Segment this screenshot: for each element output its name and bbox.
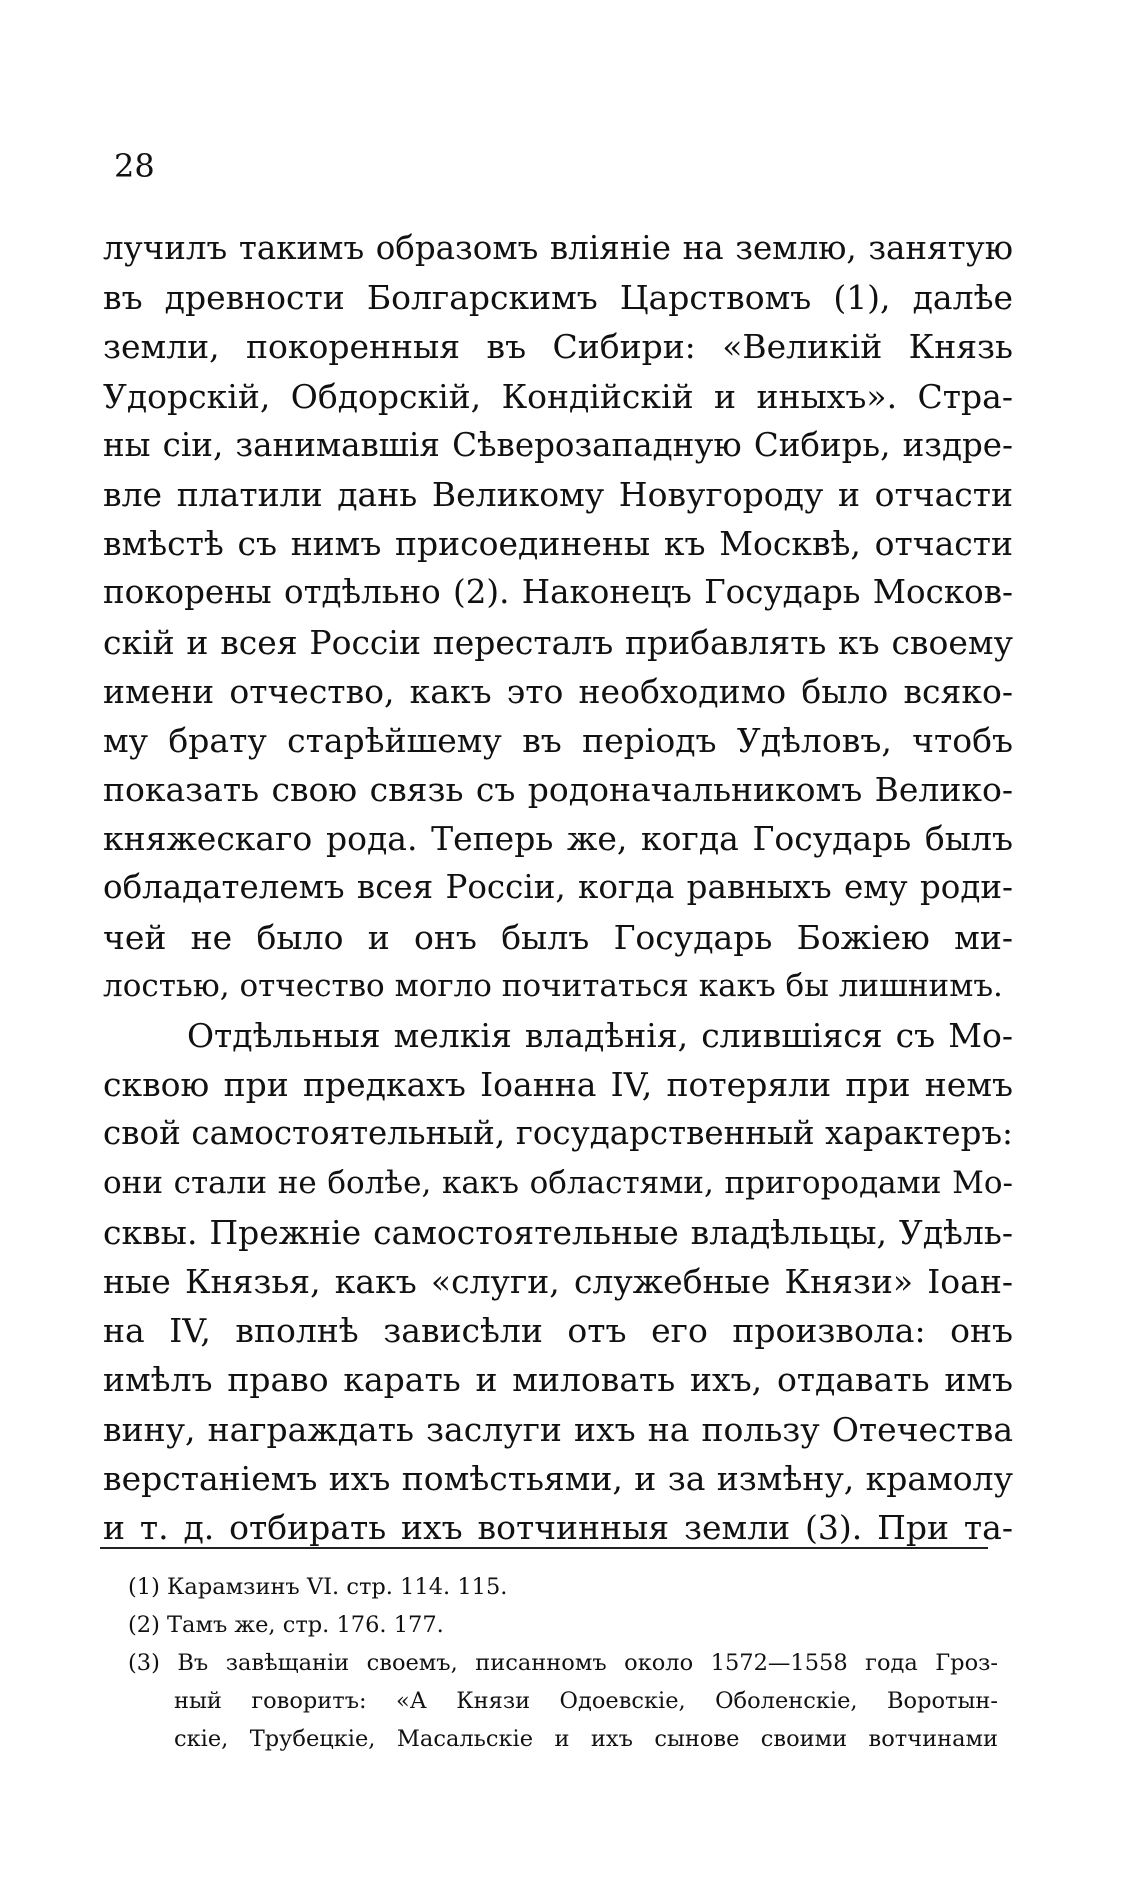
text-line: чей не было и онъ былъ Государь Божіею ми- bbox=[103, 917, 1013, 957]
text-line: имѣлъ право карать и миловать ихъ, отдавать имъ bbox=[103, 1360, 1013, 1400]
footnote-3-continuation: скіе, Трубецкіе, Масальскіе и ихъ сынове своими вотчинами bbox=[174, 1726, 998, 1752]
footnote-2: (2) Тамъ же, стр. 176. 177. bbox=[128, 1612, 444, 1638]
text-line: въ древности Болгарскимъ Царствомъ (1), далѣе bbox=[103, 278, 1013, 318]
paragraph-end-line: лостью, отчество могло почитаться какъ бы лишнимъ. bbox=[103, 967, 1003, 1004]
footnotes bbox=[128, 1568, 998, 1758]
text-line: скій и всея Россіи пересталъ прибавлять къ своему bbox=[103, 622, 1013, 662]
text-line: покорены отдѣльно (2). Наконецъ Государь Москов- bbox=[103, 573, 1013, 612]
footnote-1: (1) Карамзинъ VI. стр. 114. 115. bbox=[128, 1574, 508, 1600]
body-text bbox=[103, 224, 1013, 1552]
text-line: показать свою связь съ родоначальникомъ Велико- bbox=[103, 770, 1013, 810]
text-line: и т. д. отбирать ихъ вотчинныя земли (3). При та- bbox=[103, 1507, 1013, 1547]
text-line: они стали не болѣе, какъ областями, пригородами Мо- bbox=[103, 1164, 1013, 1201]
text-line: вину, награждать заслуги ихъ на пользу Отечества bbox=[103, 1409, 1013, 1449]
text-line: княжескаго рода. Теперь же, когда Государь былъ bbox=[103, 819, 1013, 859]
text-line: имени отчество, какъ это необходимо было всяко- bbox=[103, 671, 1013, 711]
text-line: сквы. Прежніе самостоятельные владѣльцы, Удѣль- bbox=[103, 1212, 1013, 1252]
text-line: сквою при предкахъ Іоанна IV, потеряли при немъ bbox=[103, 1065, 1013, 1105]
text-line: верстаніемъ ихъ помѣстьями, и за измѣну, крамолу bbox=[103, 1458, 1013, 1498]
text-line: вмѣстѣ съ нимъ присоединены къ Москвѣ, отчасти bbox=[103, 524, 1013, 564]
footnote-divider bbox=[100, 1547, 988, 1549]
text-line: на IV, вполнѣ зависѣли отъ его произвола: онъ bbox=[103, 1311, 1013, 1351]
text-line: Удорскій, Обдорскій, Кондійскій и иныхъ». Стра- bbox=[103, 376, 1013, 416]
text-line: свой самостоятельный, государственный характеръ: bbox=[103, 1114, 1013, 1153]
text-line: лучилъ такимъ образомъ вліяніе на землю, занятую bbox=[103, 229, 1013, 267]
paragraph-start-line: Отдѣльныя мелкія владѣнія, слившіяся съ Мо- bbox=[187, 1016, 1013, 1055]
text-line: вле платили дань Великому Новугороду и отчасти bbox=[103, 474, 1013, 514]
text-line: му брату старѣйшему въ періодъ Удѣловъ, чтобъ bbox=[103, 720, 1013, 760]
footnote-3: (3) Въ завѣщаніи своемъ, писанномъ около 1572—1558 года Гроз- bbox=[128, 1650, 998, 1676]
text-line: ные Князья, какъ «слуги, служебные Князи» Іоан- bbox=[103, 1261, 1013, 1301]
page-number: 28 bbox=[114, 147, 155, 185]
text-line: обладателемъ всея Россіи, когда равныхъ ему роди- bbox=[103, 868, 1013, 907]
footnote-3-continuation: ный говоритъ: «А Князи Одоевскіе, Оболенскіе, Воротын- bbox=[174, 1688, 998, 1714]
text-line: земли, покоренныя въ Сибири: «Великій Князь bbox=[103, 327, 1013, 367]
text-line: ны сіи, занимавшія Сѣверозападную Сибирь, издре- bbox=[103, 425, 1013, 464]
